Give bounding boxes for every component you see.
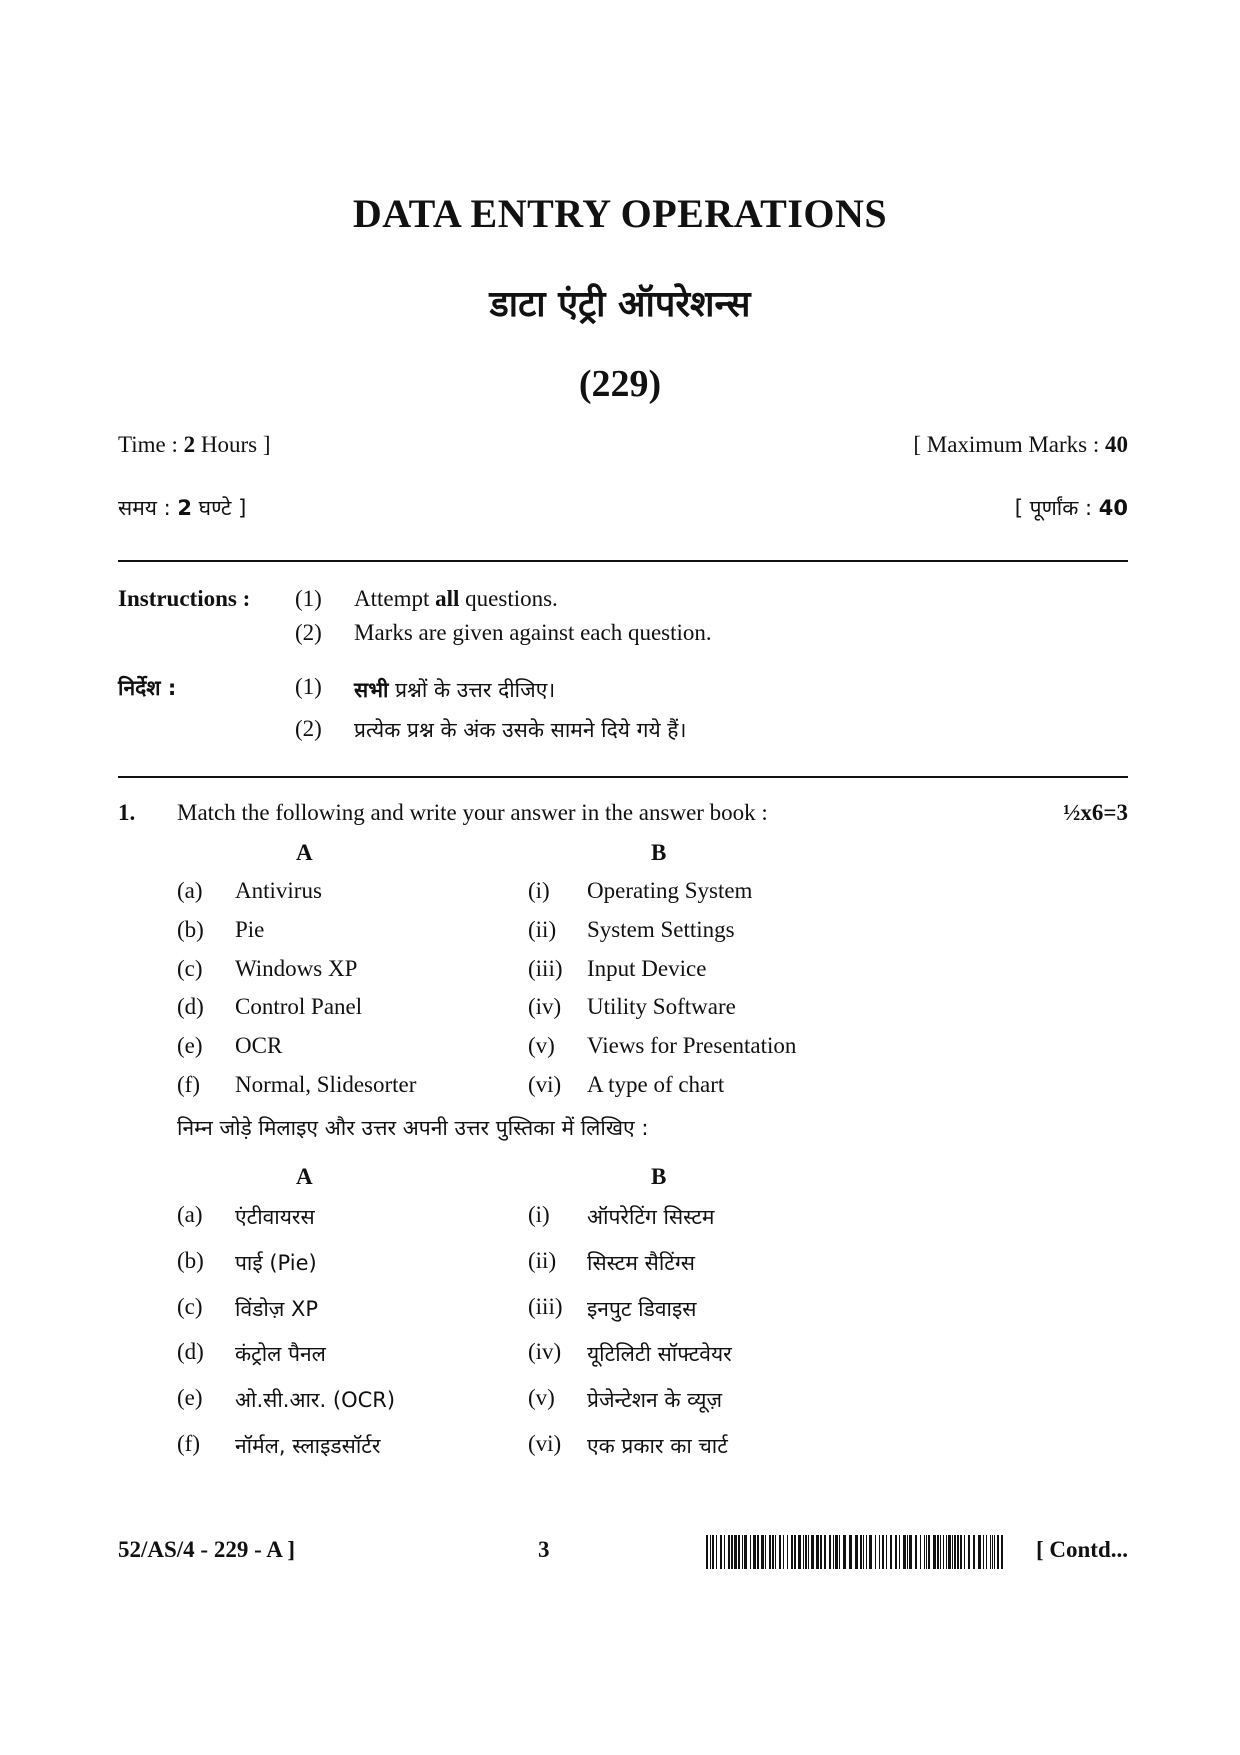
match-row-en-label-a: (b) bbox=[177, 916, 204, 942]
match-row-en-item-a: Windows XP bbox=[235, 955, 358, 981]
match-row-hi-label-a: (f) bbox=[177, 1431, 200, 1456]
instruction-2: Marks are given against each question. bbox=[354, 620, 712, 645]
question-marks: ½x6=3 bbox=[1063, 800, 1128, 825]
match-row-hi-label-b: (ii) bbox=[528, 1247, 557, 1273]
match-row-hi-label-a: (a) bbox=[177, 1202, 203, 1227]
time-en: Time : 2 Hours ] bbox=[118, 432, 271, 457]
match-row-hi-label-b: (iii) bbox=[528, 1293, 563, 1319]
column-a-heading-hi: A bbox=[296, 1164, 313, 1189]
match-row-en-label-a: (f) bbox=[177, 1072, 200, 1097]
match-row-hi-label-a: (b) bbox=[177, 1247, 204, 1273]
subject-code: (229) bbox=[578, 363, 662, 405]
match-row-hi-item-b: एक प्रकार का चार्ट bbox=[587, 1434, 728, 1458]
paper-title-hindi: डाटा एंट्री ऑपरेशन्स bbox=[489, 284, 751, 325]
match-row-en-label-a: (e) bbox=[177, 1033, 203, 1059]
question-text-en: Match the following and write your answer in the answer book : bbox=[177, 800, 768, 825]
match-row-en-item-a: Pie bbox=[235, 916, 265, 942]
match-row-en-label-b: (iv) bbox=[528, 994, 562, 1020]
match-row-en-item-b: Input Device bbox=[587, 955, 707, 981]
match-row-en-item-a: OCR bbox=[235, 1033, 283, 1059]
match-row-hi-label-b: (i) bbox=[528, 1202, 550, 1227]
match-row-en-label-b: (v) bbox=[528, 1033, 555, 1059]
continued-label: [ Contd... bbox=[1035, 1537, 1128, 1562]
match-row-hi-label-b: (v) bbox=[528, 1385, 555, 1411]
match-row-en-item-b: A type of chart bbox=[587, 1072, 725, 1097]
instructions-label: Instructions : bbox=[118, 586, 251, 611]
match-row-en-label-a: (d) bbox=[177, 994, 204, 1020]
match-row-en-label-a: (a) bbox=[177, 878, 203, 903]
match-row-en-label-b: (i) bbox=[528, 878, 550, 903]
match-row-hi-item-b: सिस्टम सैटिंग्स bbox=[587, 1250, 695, 1275]
divider-top bbox=[118, 560, 1128, 562]
match-row-hi-item-a: पाई (Pie) bbox=[235, 1250, 317, 1275]
match-row-hi-item-a: ओ.सी.आर. (OCR) bbox=[235, 1388, 396, 1413]
match-row-hi-item-b: इनपुट डिवाइस bbox=[587, 1296, 697, 1321]
match-row-hi-item-a: एंटीवायरस bbox=[235, 1205, 315, 1229]
match-row-en-item-b: Views for Presentation bbox=[587, 1033, 797, 1059]
match-row-en-item-b: Operating System bbox=[587, 878, 753, 903]
column-a-heading: A bbox=[296, 840, 313, 865]
match-row-en-item-a: Normal, Slidesorter bbox=[235, 1072, 417, 1097]
max-marks-en: [ Maximum Marks : 40 bbox=[913, 432, 1128, 457]
instruction-hi-num-2: (2) bbox=[295, 716, 322, 741]
match-row-hi-item-a: कंट्रोल पैनल bbox=[235, 1342, 326, 1367]
time-hi: समय : 2 घण्टे ] bbox=[118, 496, 247, 520]
match-row-en-label-a: (c) bbox=[177, 955, 203, 981]
match-row-en-label-b: (iii) bbox=[528, 955, 563, 981]
page-number: 3 bbox=[538, 1537, 550, 1562]
match-row-hi-item-a: नॉर्मल, स्लाइडसॉर्टर bbox=[235, 1434, 381, 1458]
instruction-hi-num-1: (1) bbox=[295, 674, 322, 699]
instructions-label-hi: निर्देश : bbox=[118, 676, 177, 700]
instruction-num-2: (2) bbox=[295, 620, 322, 645]
match-row-hi-label-a: (d) bbox=[177, 1339, 204, 1365]
question-number: 1. bbox=[118, 800, 136, 825]
match-row-hi-item-b: प्रेजेन्टेशन के व्यूज़ bbox=[587, 1388, 723, 1413]
match-row-hi-label-b: (vi) bbox=[528, 1431, 562, 1456]
column-b-heading-hi: B bbox=[651, 1164, 667, 1189]
match-row-hi-item-b: यूटिलिटी सॉफ्टवेयर bbox=[587, 1342, 732, 1367]
instruction-hi-1: सभी प्रश्नों के उत्तर दीजिए। bbox=[354, 678, 556, 702]
barcode bbox=[706, 1535, 1006, 1569]
match-row-en-item-b: Utility Software bbox=[587, 994, 736, 1020]
instruction-num-1: (1) bbox=[295, 586, 322, 611]
paper-title-english: DATA ENTRY OPERATIONS bbox=[352, 191, 888, 236]
divider-bottom bbox=[118, 776, 1128, 778]
match-row-hi-item-b: ऑपरेटिंग सिस्टम bbox=[587, 1205, 715, 1229]
match-row-en-label-b: (ii) bbox=[528, 916, 557, 942]
instruction-hi-2: प्रत्येक प्रश्न के अंक उसके सामने दिये गये हैं। bbox=[354, 718, 687, 742]
match-row-hi-label-a: (c) bbox=[177, 1293, 203, 1319]
match-row-hi-item-a: विंडोज़ XP bbox=[235, 1296, 319, 1321]
max-marks-hi: [ पूर्णांक : 40 bbox=[1014, 496, 1128, 520]
question-text-hi: निम्न जोड़े मिलाइए और उत्तर अपनी उत्तर पुस्तिका में लिखिए : bbox=[177, 1116, 649, 1140]
match-row-hi-label-a: (e) bbox=[177, 1385, 203, 1411]
match-row-en-item-a: Antivirus bbox=[235, 878, 322, 903]
match-row-en-item-b: System Settings bbox=[587, 916, 735, 942]
column-b-heading: B bbox=[651, 840, 667, 865]
match-row-hi-label-b: (iv) bbox=[528, 1339, 562, 1365]
match-row-en-item-a: Control Panel bbox=[235, 994, 363, 1020]
instruction-1: Attempt all questions. bbox=[354, 586, 558, 611]
paper-code: 52/AS/4 - 229 - A ] bbox=[118, 1537, 295, 1562]
match-row-en-label-b: (vi) bbox=[528, 1072, 562, 1097]
